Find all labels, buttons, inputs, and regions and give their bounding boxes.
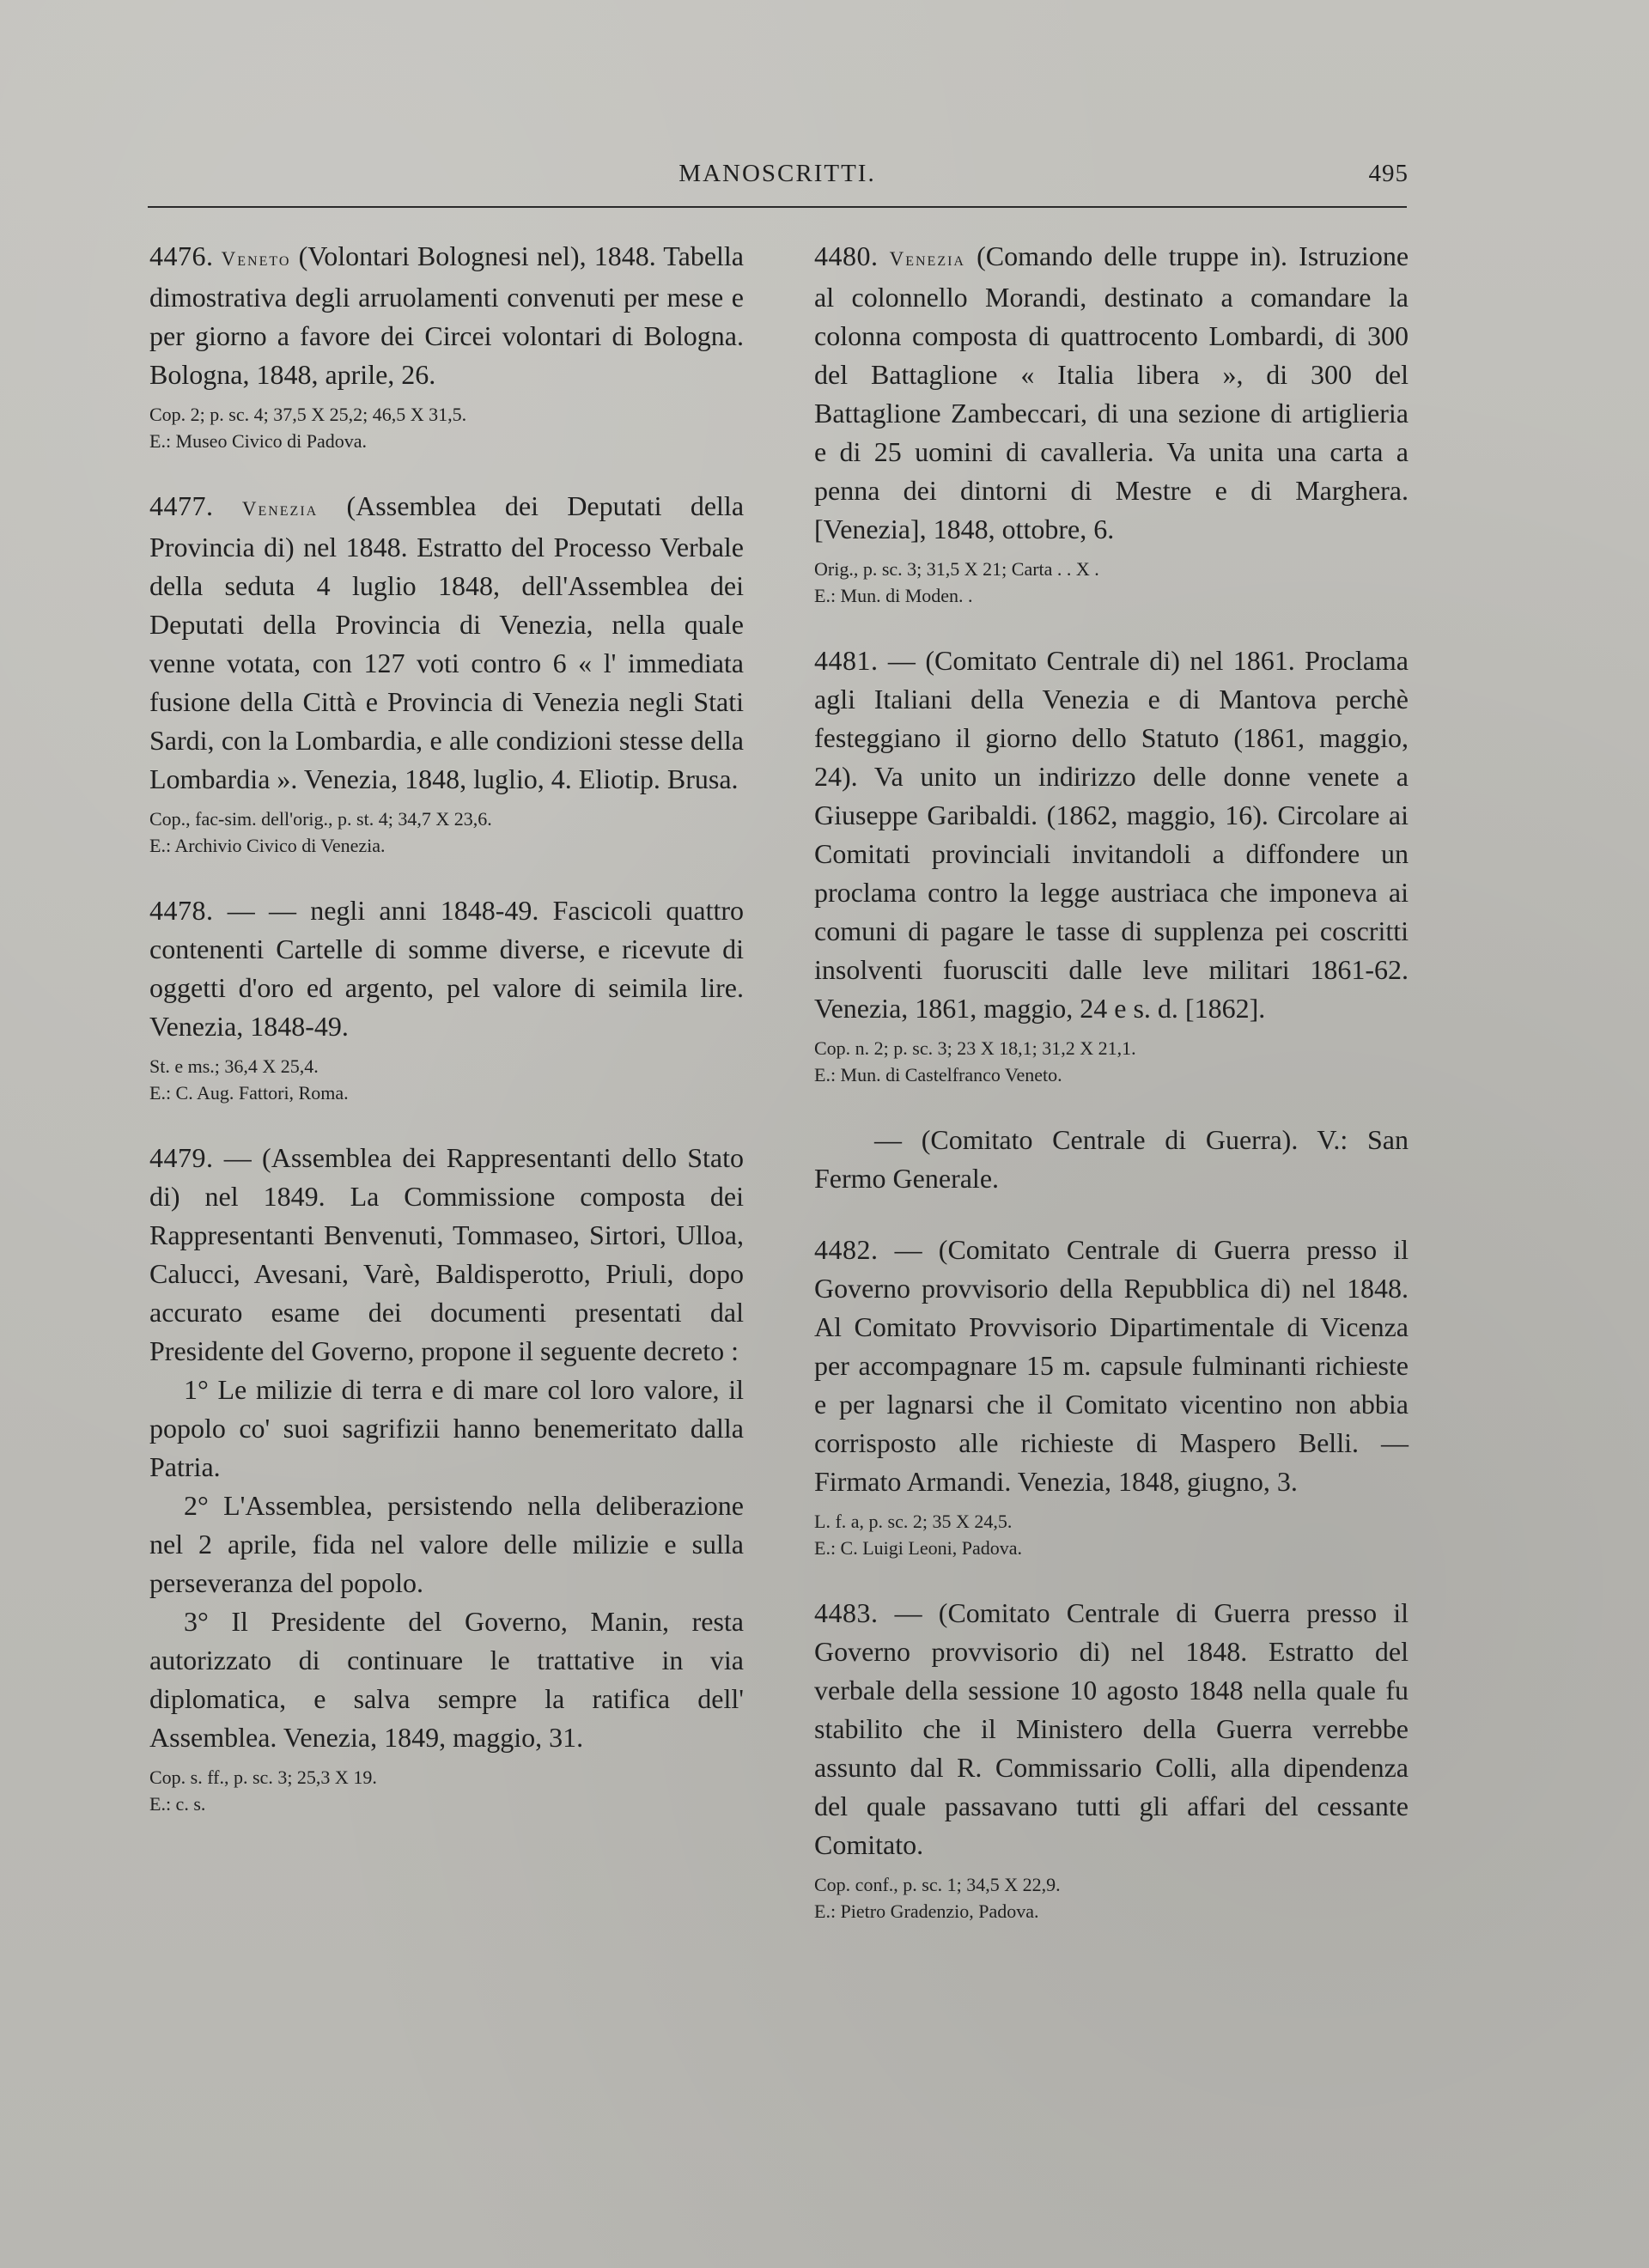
entry-text: — (Comitato Centrale di Guerra presso il Governo provvisorio di) nel 1848. Estratto del verbale della sessione 10 agosto 1848 nella quale fu stabilito che il Ministero della Guerra verrebbe assunto dal R. Commissario Colli, alla dipendenza del quale passavano tutti gli affari del cessante Comitato. — [814, 1597, 1409, 1860]
decree-article-2: 2° L'Assemblea, persistendo nella deliberazione nel 2 aprile, fida nel valore delle milizie e sulla perseveranza del popolo. — [149, 1490, 744, 1598]
decree-article-1: 1° Le milizie di terra e di mare col loro valore, il popolo co' suoi sagrifizii hanno benemeritato dalla Patria. — [149, 1374, 744, 1482]
entry-owner-note: E.: Mun. di Castelfranco Veneto. — [814, 1064, 1062, 1085]
entry-copy-note: Cop. s. ff., p. sc. 3; 25,3 X 19. — [149, 1766, 377, 1788]
catalog-entry-4479 — [149, 1139, 744, 1817]
entry-text: — (Comitato Centrale di Guerra presso il Governo provvisorio della Repubblica di) nel 1848. Al Comitato Provvisorio Dipartimentale di Vicenza per accompagnare 15 m. capsule fulminanti richieste e per lagnarsi che il Comitato vicentino non abbia corrisposto alle richieste di Maspero Belli. — Firmato Armandi. Venezia, 1848, giugno, 3. — [814, 1234, 1409, 1497]
entry-copy-note: Cop. conf., p. sc. 1; 34,5 X 22,9. — [814, 1874, 1061, 1895]
entry-text: (Assemblea dei Deputati della Provincia di) nel 1848. Estratto del Processo Verbale della seduta 4 luglio 1848, dell'Assemblea dei Deputati della Provincia di Venezia, nella quale venne votata, con 127 voti contro 6 « l' immediata fusione della Città e Provincia di Venezia negli Stati Sardi, con la Lombardia, e alle condizioni stesse della Lombardia ». Venezia, 1848, luglio, 4. Eliotip. Brusa. — [149, 490, 745, 794]
entry-subject: Venezia — [889, 248, 965, 270]
entry-copy-note: L. f. a, p. sc. 2; 35 X 24,5. — [814, 1511, 1013, 1532]
page-number: 495 — [1368, 160, 1409, 187]
catalog-entry-4480 — [814, 237, 1409, 609]
catalog-entry-4482 — [814, 1231, 1409, 1561]
entry-number: 4477. — [149, 490, 214, 521]
entry-number: 4476. — [149, 240, 214, 271]
entry-number: 4480. — [814, 240, 879, 271]
entry-body — [149, 487, 744, 799]
catalog-entry-4478 — [149, 891, 744, 1106]
entry-text: — — negli anni 1848-49. Fascicoli quattro contenenti Cartelle di somme diverse, e ricevute di oggetti d'oro ed argento, pel valore di seimila lire. Venezia, 1848-49. — [149, 895, 745, 1042]
entry-text: — (Comitato Centrale di) nel 1861. Proclama agli Italiani della Venezia e di Mantova perchè festeggiano il giorno dello Statuto (1861, maggio, 24). Va unito un indirizzo delle donne venete a Giuseppe Garibaldi. (1862, maggio, 16). Circolare ai Comitati provinciali invitandoli a diffondere un proclama contro la legge austriaca che imponeva ai comuni di pagare le tasse di supplenza pei coscritti insolventi fuorusciti dalle leve militari 1861-62. Venezia, 1861, maggio, 24 e s. d. [1862]. — [814, 645, 1409, 1024]
entry-body — [814, 1594, 1409, 1864]
entry-number: 4483. — [814, 1597, 879, 1628]
entry-copy-note: Cop., fac-sim. dell'orig., p. st. 4; 34,7 X 23,6. — [149, 808, 492, 830]
entry-text: — (Assemblea dei Rappresentanti dello Stato di) nel 1849. La Commissione composta dei Rappresentanti Benvenuti, Tommaseo, Sirtori, Ulloa, Calucci, Avesani, Varè, Baldisperotto, Priuli, dopo accurato esame dei documenti presentati dal Presidente del Governo, propone il seguente decreto : — [149, 1142, 745, 1366]
two-column-body — [149, 237, 1409, 1957]
entry-text: (Volontari Bolognesi nel), 1848. Tabella dimostrativa degli arruolamenti convenuti per mese e per giorno a favore dei Circei volontari di Bologna. Bologna, 1848, aprile, 26. — [149, 240, 745, 390]
page-header — [146, 160, 1409, 198]
entry-number: 4481. — [814, 645, 879, 676]
entry-number: 4478. — [149, 895, 214, 926]
entry-owner-note: E.: Museo Civico di Padova. — [149, 430, 367, 452]
entry-copy-note: Cop. 2; p. sc. 4; 37,5 X 25,2; 46,5 X 31,5. — [149, 404, 467, 425]
entry-body — [149, 891, 744, 1046]
entry-owner-note: E.: Archivio Civico di Venezia. — [149, 835, 386, 856]
catalog-entry-4476 — [149, 237, 744, 454]
catalog-entry-4477 — [149, 487, 744, 859]
entry-number: 4479. — [149, 1142, 214, 1173]
entry-owner-note: E.: C. Aug. Fattori, Roma. — [149, 1082, 349, 1104]
catalog-entry-4483 — [814, 1594, 1409, 1924]
entry-owner-note: E.: C. Luigi Leoni, Padova. — [814, 1537, 1022, 1559]
entry-body — [149, 237, 744, 394]
header-rule — [148, 206, 1407, 208]
cross-reference: — (Comitato Centrale di Guerra). V.: San Fermo Generale. — [814, 1124, 1409, 1194]
catalog-entry-4481 — [814, 641, 1409, 1088]
entry-body — [149, 1139, 744, 1371]
entry-owner-note: E.: c. s. — [149, 1793, 206, 1815]
entry-text: (Comando delle truppe in). Istruzione al colonnello Morandi, destinato a comandare la colonna composta di quattrocento Lombardi, di 300 del Battaglione « Italia libera », di 300 del Battaglione Zambeccari, di una sezione di artiglieria e di 25 uomini di cavalleria. Va unita una carta a penna dei dintorni di Mestre e di Marghera. [Venezia], 1848, ottobre, 6. — [814, 240, 1409, 544]
entry-subject: Venezia — [241, 498, 319, 520]
entry-owner-note: E.: Pietro Gradenzio, Padova. — [814, 1900, 1039, 1922]
entry-copy-note: St. e ms.; 36,4 X 25,4. — [149, 1055, 319, 1077]
left-column — [149, 237, 744, 1957]
running-title: MANOSCRITTI. — [678, 160, 876, 187]
entry-body — [814, 641, 1409, 1028]
entry-copy-note: Cop. n. 2; p. sc. 3; 23 X 18,1; 31,2 X 21,1. — [814, 1037, 1136, 1059]
entry-number: 4482. — [814, 1234, 879, 1265]
entry-body — [814, 237, 1409, 549]
entry-copy-note: Orig., p. sc. 3; 31,5 X 21; Carta . . X . — [814, 558, 1099, 580]
entry-body — [814, 1231, 1409, 1501]
right-column — [814, 237, 1409, 1957]
entry-subject: Veneto — [221, 248, 291, 270]
entry-owner-note: E.: Mun. di Moden. . — [814, 585, 973, 606]
decree-article-3: 3° Il Presidente del Governo, Manin, resta autorizzato di continuare le trattative in via diplomatica, e salva sempre la ratifica dell' Assemblea. Venezia, 1849, maggio, 31. — [149, 1606, 744, 1753]
